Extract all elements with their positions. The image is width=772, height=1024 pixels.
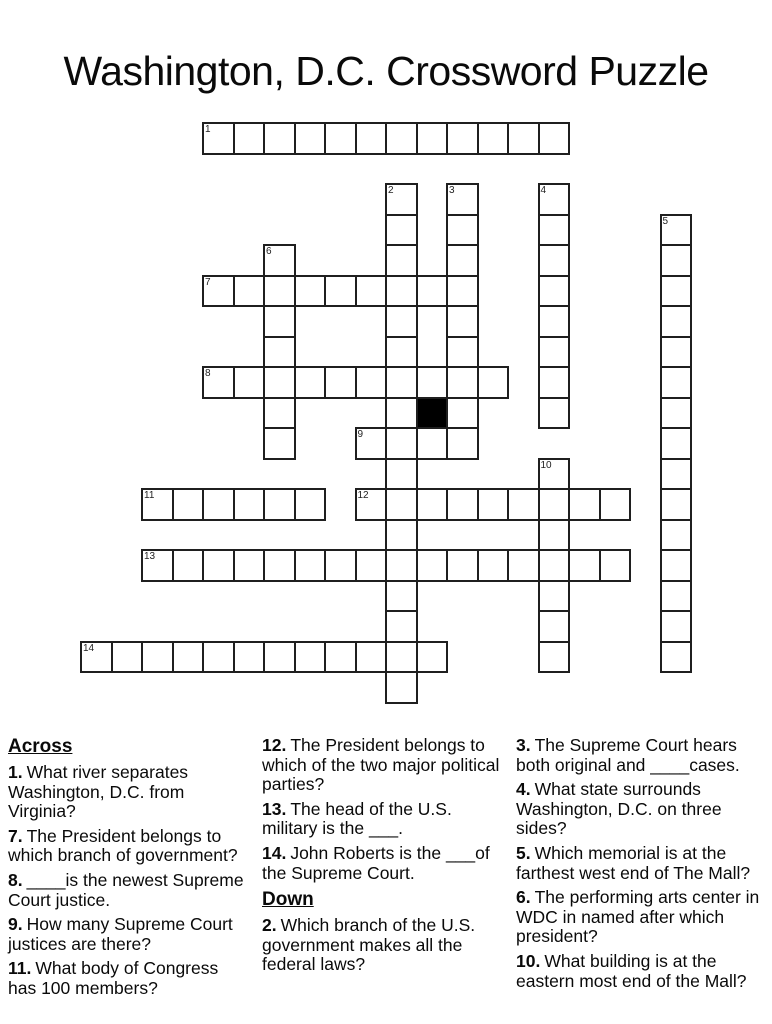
clue-number: 8.: [8, 869, 23, 890]
cell-number: 12: [357, 490, 369, 501]
clues-column-across: [8, 736, 248, 1005]
clue-down-6: [516, 888, 760, 947]
cell-number: 6: [266, 246, 272, 257]
clue-across-7: [8, 827, 248, 866]
grid-cell[interactable]: [660, 580, 693, 613]
grid-cell[interactable]: [446, 427, 479, 460]
grid-cell[interactable]: [660, 610, 693, 643]
grid-cell[interactable]: [660, 336, 693, 369]
grid-cell[interactable]: [507, 488, 540, 521]
grid-cell[interactable]: [233, 366, 266, 399]
grid-cell[interactable]: [538, 214, 571, 247]
grid-cell[interactable]: [538, 641, 571, 674]
clue-number: 5.: [516, 842, 531, 863]
cell-number: 9: [357, 429, 364, 440]
grid-cell[interactable]: [294, 122, 327, 155]
grid-cell[interactable]: [233, 122, 266, 155]
clues-column-down: [516, 736, 760, 997]
grid-cell[interactable]: [355, 366, 388, 399]
cell-number: 5: [662, 215, 669, 227]
clue-text: John Roberts is the ___of the Supreme Court.: [262, 842, 490, 883]
clue-down-3: [516, 736, 760, 775]
grid-cell[interactable]: [538, 580, 571, 613]
grid-cell[interactable]: [294, 366, 327, 399]
grid-cell[interactable]: [355, 549, 388, 582]
grid-cell[interactable]: [385, 244, 418, 277]
cell-number: 10: [540, 459, 552, 471]
grid-cell[interactable]: [111, 641, 144, 674]
clue-number: 11.: [8, 958, 32, 979]
grid-cell[interactable]: [416, 427, 449, 460]
clue-text: The President belongs to which branch of government?: [8, 825, 238, 866]
grid-cell[interactable]: [446, 275, 479, 308]
clue-text: The head of the U.S. military is the ___.: [262, 798, 452, 839]
grid-cell[interactable]: [538, 397, 571, 430]
grid-cell[interactable]: [416, 122, 449, 155]
clue-number: 3.: [516, 735, 531, 755]
grid-cell[interactable]: [294, 549, 327, 582]
puzzle-title: Washington, D.C. Crossword Puzzle: [63, 48, 709, 94]
grid-cell[interactable]: [355, 122, 388, 155]
grid-cell[interactable]: [660, 488, 693, 521]
grid-cell[interactable]: [80, 641, 113, 674]
grid-cell[interactable]: [416, 488, 449, 521]
clue-down-5: [516, 844, 760, 883]
grid-cell[interactable]: [385, 427, 418, 460]
grid-cell[interactable]: [202, 641, 235, 674]
grid-cell[interactable]: [233, 641, 266, 674]
clue-number: 10.: [516, 950, 541, 971]
clue-across-1: [8, 763, 248, 822]
clue-text: The performing arts center in WDC in named after which president?: [516, 887, 760, 947]
grid-cell[interactable]: [172, 549, 205, 582]
grid-cell[interactable]: [538, 366, 571, 399]
clue-text: The President belongs to which of the two major political parties?: [262, 735, 500, 795]
grid-cell[interactable]: [568, 549, 601, 582]
grid-cell[interactable]: [385, 366, 418, 399]
grid-cell[interactable]: [263, 641, 296, 674]
grid-cell[interactable]: [660, 275, 693, 308]
grid-cell[interactable]: [446, 366, 479, 399]
clue-number: 14.: [262, 842, 287, 863]
grid-cell[interactable]: [477, 366, 510, 399]
grid-cell[interactable]: [294, 488, 327, 521]
grid-cell[interactable]: [416, 549, 449, 582]
grid-cell[interactable]: [446, 397, 479, 430]
grid-cell[interactable]: [263, 305, 296, 338]
clue-text: How many Supreme Court justices are there?: [8, 914, 233, 954]
grid-cell[interactable]: [233, 549, 266, 582]
grid-cell[interactable]: [660, 244, 693, 277]
grid-cell[interactable]: [294, 641, 327, 674]
grid-cell[interactable]: [538, 244, 571, 277]
clue-number: 7.: [8, 825, 23, 846]
cell-number: 14: [83, 642, 95, 654]
grid-cell[interactable]: [446, 336, 479, 369]
grid-cell[interactable]: [385, 671, 418, 704]
grid-cell[interactable]: [660, 427, 693, 460]
clue-across-8: [8, 871, 248, 910]
grid-cell[interactable]: [538, 488, 571, 521]
grid-cell[interactable]: [233, 488, 266, 521]
grid-cell[interactable]: [660, 214, 693, 247]
grid-cell[interactable]: [538, 610, 571, 643]
grid-cell[interactable]: [141, 549, 174, 582]
cell-number: 2: [388, 185, 394, 196]
grid-cell[interactable]: [263, 549, 296, 582]
grid-cell[interactable]: [263, 366, 296, 399]
grid-cell[interactable]: [385, 641, 418, 674]
clue-number: 4.: [516, 779, 531, 800]
grid-cell[interactable]: [263, 488, 296, 521]
grid-cell[interactable]: [507, 549, 540, 582]
clue-across-12: [262, 736, 500, 795]
grid-cell[interactable]: [385, 183, 418, 216]
grid-cell[interactable]: [385, 549, 418, 582]
grid-cell[interactable]: [416, 366, 449, 399]
grid-cell[interactable]: [446, 488, 479, 521]
grid-cell[interactable]: [660, 458, 693, 491]
grid-cell[interactable]: [202, 122, 235, 155]
clue-across-14: [262, 844, 500, 883]
grid-cell[interactable]: [263, 122, 296, 155]
grid-cell[interactable]: [416, 275, 449, 308]
grid-cell[interactable]: [599, 549, 632, 582]
cell-number: 13: [144, 551, 156, 562]
grid-cell[interactable]: [385, 519, 418, 552]
cell-number: 11: [144, 490, 155, 501]
grid-cell[interactable]: [660, 397, 693, 430]
down-heading: Down: [262, 889, 314, 911]
clue-number: 2.: [262, 915, 277, 936]
clue-text: The Supreme Court hears both original and ____cases.: [516, 735, 740, 775]
clue-text: What state surrounds Washington, D.C. on three sides?: [516, 779, 722, 839]
grid-cell[interactable]: [263, 244, 296, 277]
cell-number: 3: [449, 185, 455, 196]
grid-cell[interactable]: [172, 488, 205, 521]
clue-number: 1.: [8, 762, 23, 782]
grid-cell[interactable]: [446, 305, 479, 338]
grid-cell[interactable]: [355, 641, 388, 674]
clue-down-2: [262, 916, 500, 975]
grid-cell[interactable]: [660, 366, 693, 399]
across-heading: Across: [8, 736, 73, 757]
grid-cell[interactable]: [324, 366, 357, 399]
grid-cell[interactable]: [385, 275, 418, 308]
grid-cell[interactable]: [538, 305, 571, 338]
grid-cell[interactable]: [294, 275, 327, 308]
grid-cell[interactable]: [263, 427, 296, 460]
grid-cell[interactable]: [538, 519, 571, 552]
grid-cell[interactable]: [385, 336, 418, 369]
grid-cell[interactable]: [172, 641, 205, 674]
black-cell: [416, 397, 449, 430]
clue-text: ____is the newest Supreme Court justice.: [8, 869, 244, 910]
grid-cell[interactable]: [355, 488, 388, 521]
grid-cell[interactable]: [324, 275, 357, 308]
grid-cell[interactable]: [477, 488, 510, 521]
grid-cell[interactable]: [385, 458, 418, 491]
grid-cell[interactable]: [324, 641, 357, 674]
grid-cell[interactable]: [263, 275, 296, 308]
clue-text: Which memorial is at the farthest west end of The Mall?: [516, 842, 751, 883]
grid-cell[interactable]: [233, 275, 266, 308]
grid-cell[interactable]: [324, 549, 357, 582]
grid-cell[interactable]: [385, 214, 418, 247]
grid-cell[interactable]: [385, 580, 418, 613]
clue-text: Which branch of the U.S. government makes all the federal laws?: [262, 915, 476, 975]
clue-across-9: [8, 915, 248, 954]
grid-cell[interactable]: [477, 549, 510, 582]
grid-cell[interactable]: [385, 397, 418, 430]
grid-cell[interactable]: [385, 122, 418, 155]
grid-cell[interactable]: [660, 519, 693, 552]
grid-cell[interactable]: [477, 122, 510, 155]
grid-cell[interactable]: [355, 275, 388, 308]
grid-cell[interactable]: [355, 427, 388, 460]
grid-cell[interactable]: [446, 549, 479, 582]
cell-number: 7: [205, 276, 211, 288]
grid-cell[interactable]: [538, 122, 571, 155]
grid-cell[interactable]: [538, 549, 571, 582]
clue-number: 6.: [516, 887, 531, 908]
grid-cell[interactable]: [202, 366, 235, 399]
grid-cell[interactable]: [202, 275, 235, 308]
grid-cell[interactable]: [202, 549, 235, 582]
clue-down-4: [516, 780, 760, 839]
cell-number: 4: [540, 185, 547, 196]
grid-cell[interactable]: [660, 641, 693, 674]
grid-cell[interactable]: [538, 275, 571, 308]
grid-cell[interactable]: [660, 549, 693, 582]
grid-cell[interactable]: [538, 458, 571, 491]
grid-cell[interactable]: [141, 641, 174, 674]
clue-text: What river separates Washington, D.C. from Virginia?: [8, 762, 189, 822]
grid-cell[interactable]: [446, 183, 479, 216]
clue-down-10: [516, 952, 760, 991]
clue-across-11: [8, 959, 248, 998]
grid-cell[interactable]: [202, 488, 235, 521]
grid-cell[interactable]: [446, 214, 479, 247]
grid-cell[interactable]: [263, 336, 296, 369]
grid-cell[interactable]: [416, 641, 449, 674]
grid-cell[interactable]: [538, 183, 571, 216]
grid-cell[interactable]: [507, 122, 540, 155]
cell-number: 8: [205, 368, 211, 379]
grid-cell[interactable]: [385, 610, 418, 643]
grid-cell[interactable]: [446, 122, 479, 155]
grid-cell[interactable]: [599, 488, 632, 521]
cell-number: 1: [205, 124, 211, 135]
clue-number: 12.: [262, 735, 287, 755]
grid-cell[interactable]: [263, 397, 296, 430]
clue-text: What body of Congress has 100 members?: [8, 958, 219, 998]
grid-cell[interactable]: [446, 244, 479, 277]
grid-cell[interactable]: [141, 488, 174, 521]
clue-number: 9.: [8, 914, 23, 935]
grid-cell[interactable]: [324, 122, 357, 155]
grid-cell[interactable]: [660, 305, 693, 338]
grid-cell[interactable]: [568, 488, 601, 521]
grid-cell[interactable]: [538, 336, 571, 369]
grid-cell[interactable]: [385, 488, 418, 521]
grid-cell[interactable]: [385, 305, 418, 338]
clue-text: What building is at the eastern most end of the Mall?: [516, 950, 747, 991]
clue-across-13: [262, 800, 500, 839]
clue-number: 13.: [262, 798, 287, 819]
clues-column-middle: [262, 736, 500, 981]
